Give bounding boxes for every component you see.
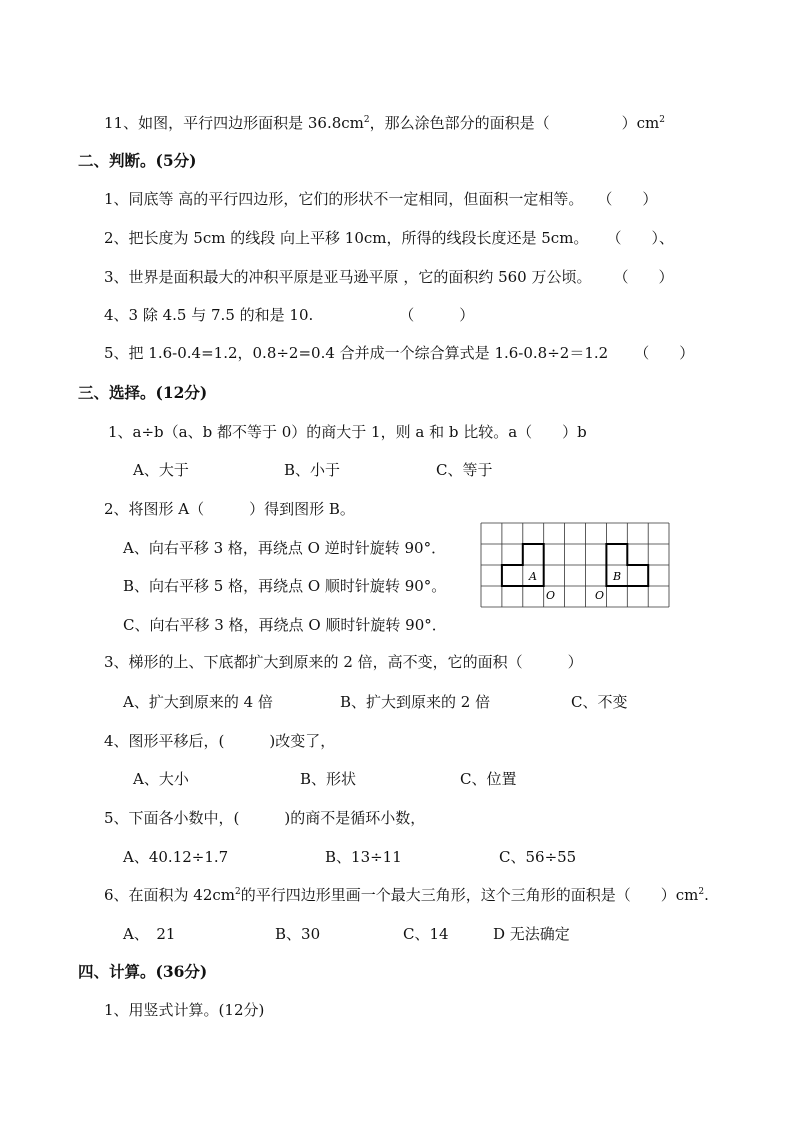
q11-sup-1: 2	[363, 115, 370, 125]
judge-item-3	[104, 267, 674, 287]
judge-item-3-text: 3、世界是面积最大的冲积平原是亚马逊平原 ，它的面积约 560 万公顷。	[104, 268, 592, 286]
section-3-title: 三、选择。(12分)	[78, 383, 208, 402]
choice-q4-option-a[interactable]: A、大小	[133, 770, 189, 788]
choice-q2-option-c[interactable]: C、向右平移 3 格，再绕点 O 顺时针旋转 90°．	[123, 616, 447, 634]
q11-middle: ，那么涂色部分的面积是（	[369, 114, 550, 132]
choice-q6-sup-2: 2	[698, 887, 705, 897]
section-2-title: 二、判断。(5分)	[78, 151, 197, 170]
choice-q1: 1、a÷b（a、b 都不等于 0）的商大于 1，则 a 和 b 比较。a（ ）b	[108, 423, 587, 441]
choice-q6-middle: 的平行四边形里画一个最大三角形，这个三角形的面积是（ ）cm	[240, 886, 699, 904]
choice-q6	[104, 885, 709, 905]
choice-q6-prefix: 6、在面积为 42cm	[104, 886, 236, 904]
judge-item-4-bracket[interactable]: （ ）	[399, 306, 475, 324]
choice-q6-option-b[interactable]: B、30	[275, 925, 321, 943]
judge-item-1	[104, 189, 657, 209]
choice-q3: 3、梯形的上、下底都扩大到原来的 2 倍，高不变，它的面积（ ）	[104, 653, 583, 671]
choice-q5-option-a[interactable]: A、40.12÷1.7	[123, 848, 229, 866]
q11-prefix: 11、如图，平行四边形面积是 36.8cm	[104, 114, 364, 132]
choice-q1-option-c[interactable]: C、等于	[436, 461, 493, 479]
judge-item-5-text: 5、把 1.6-0.4=1.2，0.8÷2=0.4 合并成一个综合算式是 1.6-0.8÷2＝1.2	[104, 344, 609, 362]
label-b: B	[613, 570, 622, 583]
choice-q5-option-c[interactable]: C、56÷55	[499, 848, 577, 866]
judge-item-4	[104, 305, 474, 325]
label-o-2: O	[595, 589, 605, 602]
choice-q4: 4、图形平移后，( )改变了，	[104, 732, 336, 750]
choice-q5-option-b[interactable]: B、13÷11	[325, 848, 402, 866]
judge-item-2	[104, 228, 674, 248]
q11-close: ）cm	[621, 114, 660, 132]
section-4-title: 四、计算。(36分)	[78, 962, 208, 981]
choice-q6-option-c[interactable]: C、14	[403, 925, 449, 943]
choice-q2-option-b[interactable]: B、向右平移 5 格，再绕点 O 顺时针旋转 90°。	[123, 577, 447, 595]
choice-q1-option-a[interactable]: A、大于	[133, 461, 189, 479]
choice-q5: 5、下面各小数中，( )的商不是循环小数，	[104, 809, 426, 827]
choice-q3-option-c[interactable]: C、不变	[571, 693, 628, 711]
choice-q3-option-a[interactable]: A、扩大到原来的 4 倍	[123, 693, 273, 711]
choice-q4-option-c[interactable]: C、位置	[460, 770, 517, 788]
judge-item-1-text: 1、同底等 高的平行四边形，它们的形状不一定相同，但面积一定相等。	[104, 190, 584, 208]
judge-item-1-bracket[interactable]: （ ）	[597, 190, 658, 208]
choice-q3-option-b[interactable]: B、扩大到原来的 2 倍	[340, 693, 491, 711]
choice-q4-option-b[interactable]: B、形状	[300, 770, 357, 788]
judge-item-2-text: 2、把长度为 5cm 的线段 向上平移 10cm，所得的线段长度还是 5cm。	[104, 229, 589, 247]
choice-q6-option-d[interactable]: D 无法确定	[493, 925, 570, 943]
choice-q1-option-b[interactable]: B、小于	[284, 461, 341, 479]
choice-q6-end: .	[704, 886, 709, 904]
choice-q2: 2、将图形 A（ ）得到图形 B。	[104, 500, 355, 518]
label-o-1: O	[546, 589, 556, 602]
grid-svg	[480, 522, 670, 608]
q11-sup-2: 2	[659, 115, 665, 125]
judge-item-2-bracket[interactable]: （ ）、	[606, 229, 674, 247]
translation-grid-figure	[480, 522, 670, 608]
judge-item-5	[104, 343, 694, 363]
choice-q6-option-a[interactable]: A、 21	[123, 925, 176, 943]
judge-item-3-bracket[interactable]: （ ）	[613, 268, 674, 286]
calc-q1: 1、用竖式计算。(12分)	[104, 1001, 265, 1019]
question-11	[104, 113, 665, 133]
judge-item-5-bracket[interactable]: （ ）	[634, 344, 695, 362]
choice-q6-sup-1: 2	[235, 887, 241, 897]
label-a: A	[529, 570, 537, 583]
choice-q2-option-a[interactable]: A、向右平移 3 格，再绕点 O 逆时针旋转 90°．	[123, 539, 447, 557]
judge-item-4-text: 4、3 除 4.5 与 7.5 的和是 10.	[104, 306, 314, 324]
